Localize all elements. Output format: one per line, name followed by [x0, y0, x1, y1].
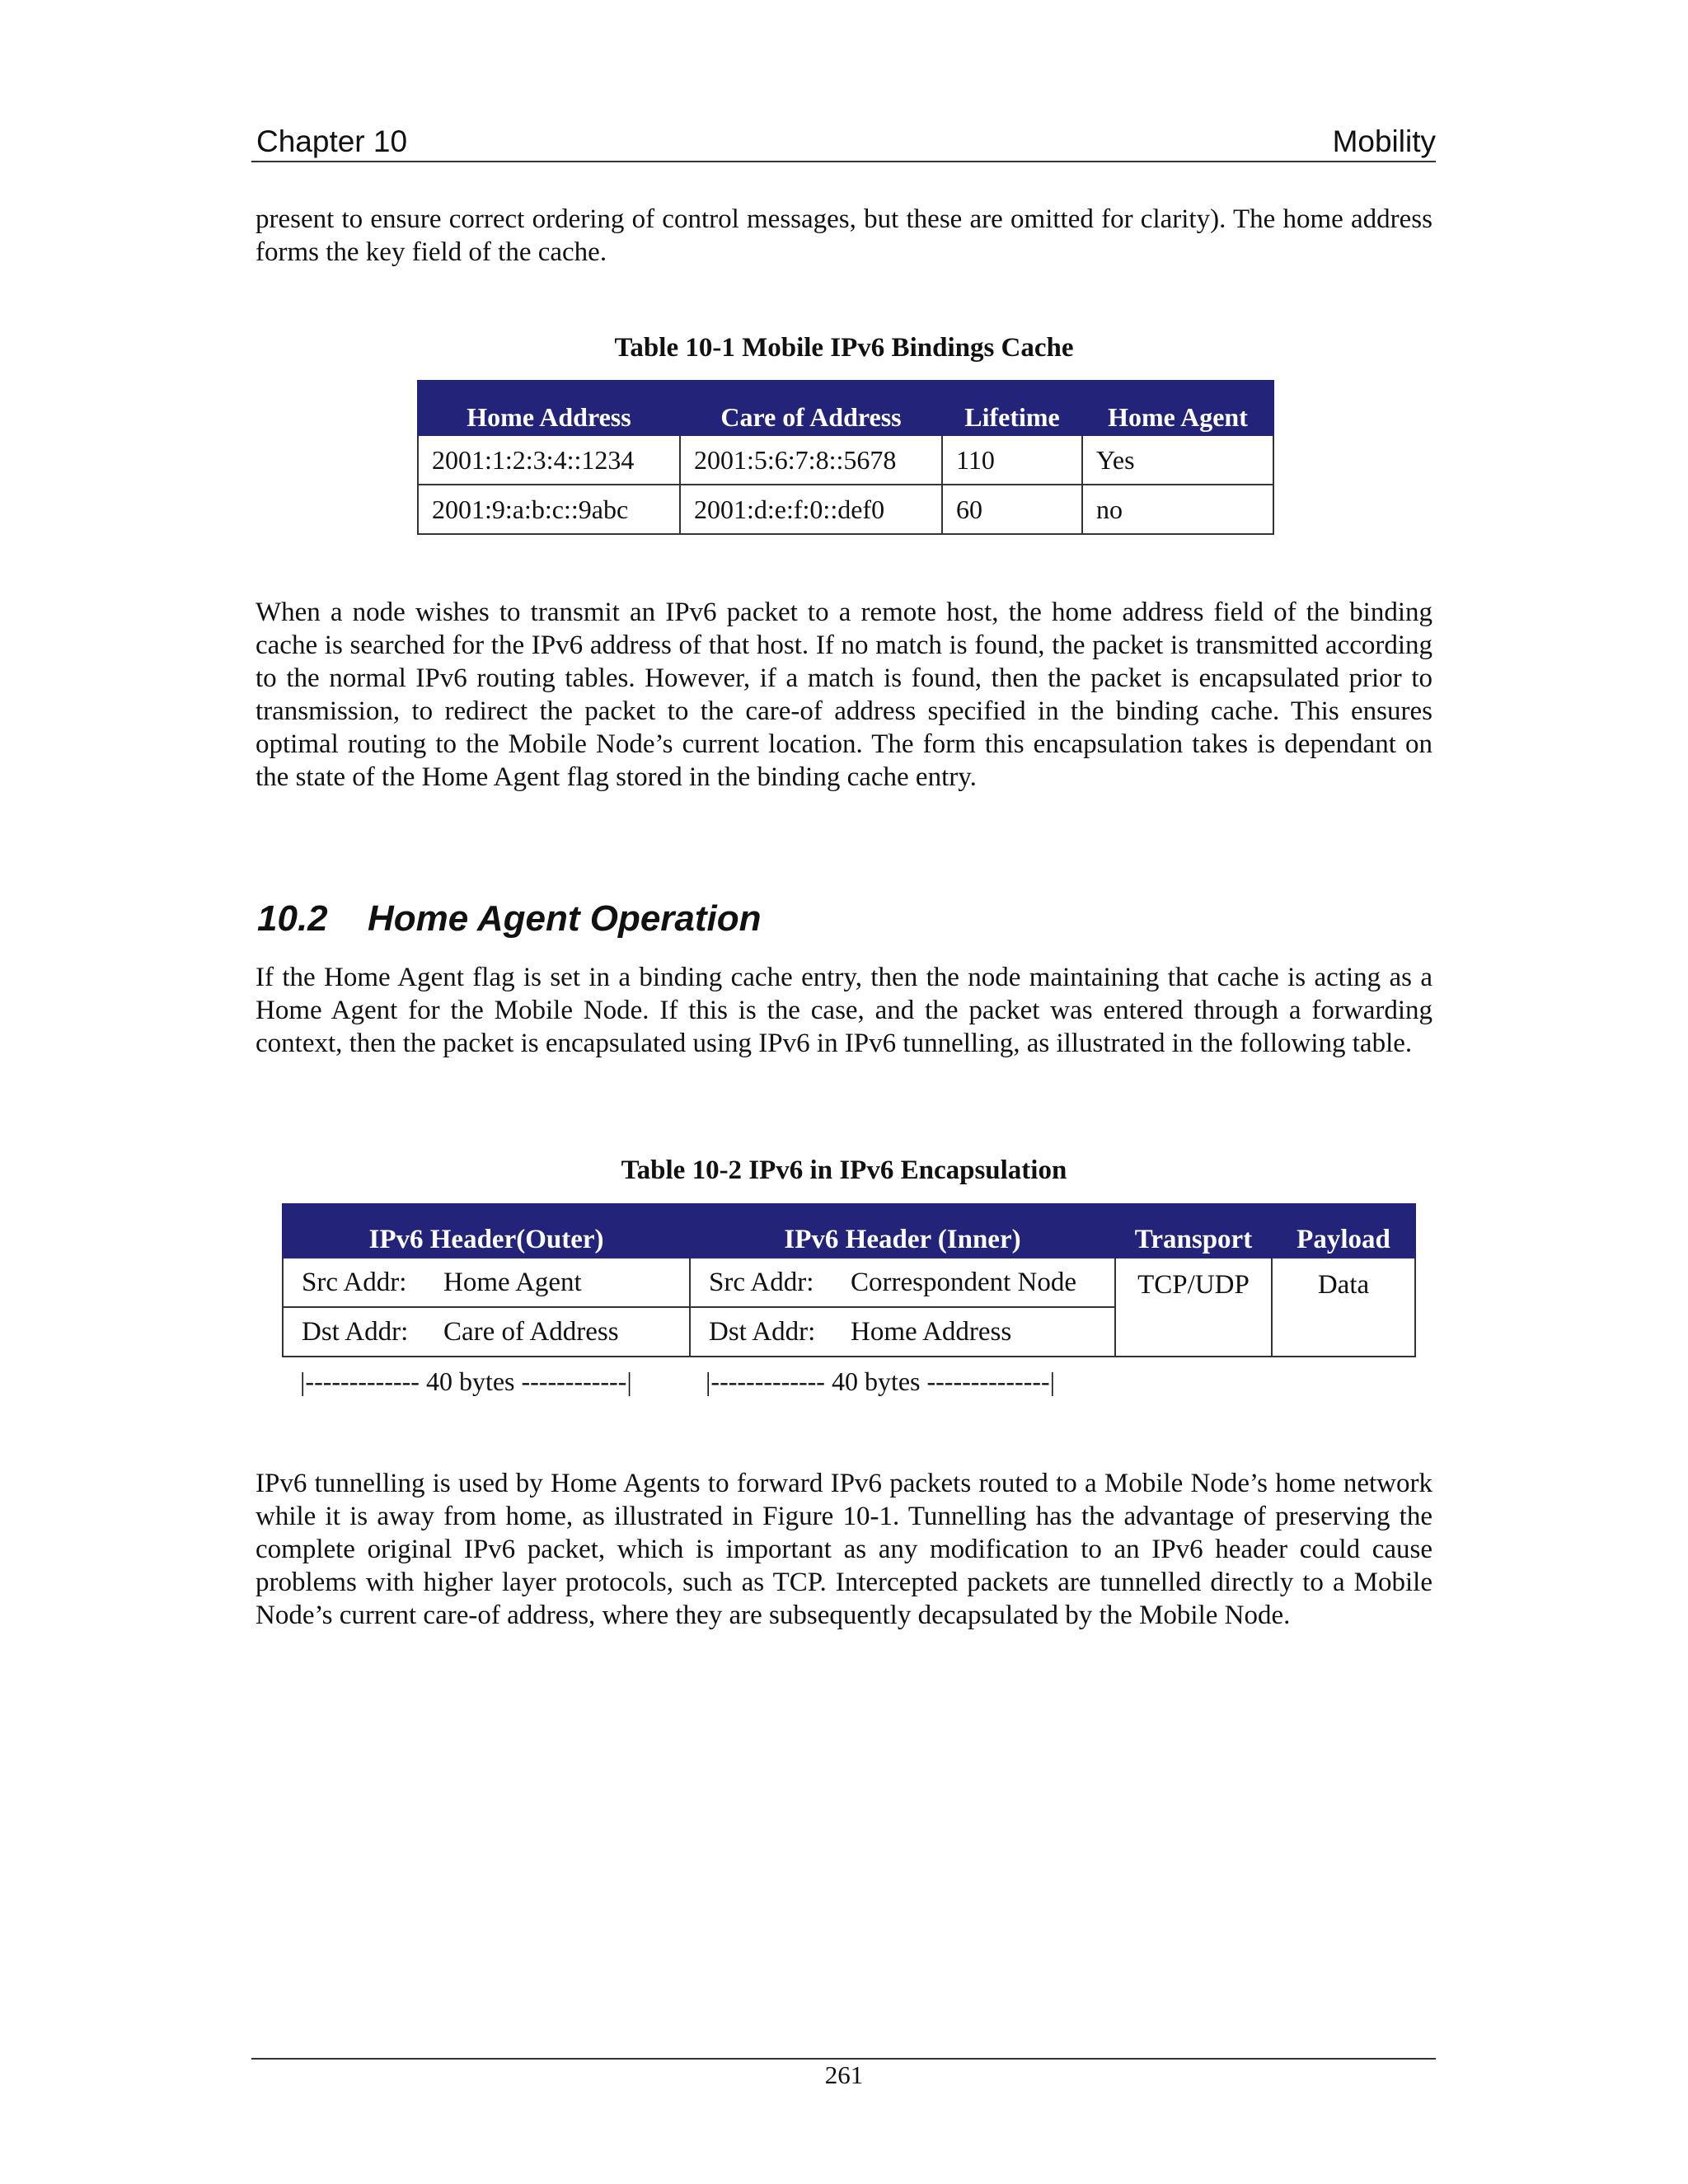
table-cell: no: [1082, 485, 1273, 534]
chapter-title: Mobility: [1332, 124, 1436, 158]
column-header-care-of-address: Care of Address: [680, 381, 942, 435]
inner-header-bytes: |------------- 40 bytes --------------|: [706, 1366, 1056, 1396]
table-cell: 2001:9:a:b:c::9abc: [418, 485, 680, 534]
paragraph-intro: present to ensure correct ordering of control messages, but these are omitted for clarity). The home address forms the key field of the cache.: [256, 204, 1432, 267]
running-header: [251, 120, 1436, 162]
paragraph-binding-cache: When a node wishes to transmit an IPv6 packet to a remote host, the home address field of the binding cache is searched for the IPv6 address of that host. If no match is found, the packet is transmitted according to the normal IPv6 routing tables. However, if a match is found, then the packet is encapsulated prior to transmission, to redirect the packet to the care-of address specified in the binding cache. This ensures optimal routing to the Mobile Node’s current location. The form this encapsulation takes is dependant on the state of the Home Agent flag stored in the binding cache entry.: [256, 598, 1432, 792]
outer-header-bytes: |------------- 40 bytes ------------|: [300, 1366, 632, 1396]
column-header-payload: Payload: [1272, 1204, 1415, 1258]
table-cell: 60: [942, 485, 1082, 534]
column-header-home-agent: Home Agent: [1082, 381, 1273, 435]
inner-dst-value: Home Address: [851, 1316, 1012, 1347]
table-cell: 2001:1:2:3:4::1234: [418, 435, 680, 485]
bindings-cache-table: [417, 380, 1274, 535]
table-row: [418, 485, 1273, 534]
footer-rule: [251, 2058, 1436, 2060]
table-1-caption: Table 10-1 Mobile IPv6 Bindings Cache: [614, 333, 1074, 363]
page-number: 261: [824, 2060, 864, 2089]
inner-dst-cell: [690, 1307, 1115, 1357]
chapter-label: Chapter 10: [256, 124, 408, 158]
table-row: [418, 435, 1273, 485]
column-header-home-address: Home Address: [418, 381, 680, 435]
paragraph-tunnelling: IPv6 tunnelling is used by Home Agents to forward IPv6 packets routed to a Mobile Node’s home network while it is away from home, as illustrated in Figure 10-1. Tunnelling has the advantage of preserving the complete original IPv6 packet, which is important as any modification to an IPv6 header could cause problems with higher layer protocols, such as TCP. Intercepted packets are tunnelled directly to a Mobile Node’s current care-of address, where they are subsequently decapsulated by the Mobile Node.: [256, 1469, 1432, 1630]
inner-src-key: Src Addr:: [709, 1267, 814, 1297]
outer-src-value: Home Agent: [443, 1267, 582, 1297]
column-header-lifetime: Lifetime: [942, 381, 1082, 435]
payload-cell: Data: [1272, 1258, 1415, 1357]
outer-src-key: Src Addr:: [302, 1267, 407, 1297]
transport-cell: TCP/UDP: [1115, 1258, 1272, 1357]
table-2-caption: Table 10-2 IPv6 in IPv6 Encapsulation: [621, 1155, 1067, 1185]
outer-dst-cell: [283, 1307, 690, 1357]
table-cell: Yes: [1082, 435, 1273, 485]
inner-src-cell: [690, 1258, 1115, 1307]
table-header-row: [283, 1204, 1415, 1258]
inner-dst-key: Dst Addr:: [709, 1316, 816, 1347]
outer-dst-value: Care of Address: [443, 1316, 619, 1347]
table-cell: 2001:5:6:7:8::5678: [680, 435, 942, 485]
table-header-row: [418, 381, 1273, 435]
encapsulation-table: [282, 1203, 1416, 1357]
table-cell: 2001:d:e:f:0::def0: [680, 485, 942, 534]
outer-src-cell: [283, 1258, 690, 1307]
section-number: 10.2: [257, 898, 328, 939]
paragraph-home-agent: If the Home Agent flag is set in a binding cache entry, then the node maintaining that cache is acting as a Home Agent for the Mobile Node. If this is the case, and the packet was entered through a forwarding context, then the packet is encapsulated using IPv6 in IPv6 tunnelling, as illustrated in the following table.: [256, 963, 1432, 1058]
column-header-inner: IPv6 Header (Inner): [690, 1204, 1115, 1258]
column-header-transport: Transport: [1115, 1204, 1272, 1258]
section-heading: [257, 898, 762, 940]
section-title: Home Agent Operation: [368, 898, 762, 939]
table-row: [283, 1258, 1415, 1307]
column-header-outer: IPv6 Header(Outer): [283, 1204, 690, 1258]
outer-dst-key: Dst Addr:: [302, 1316, 409, 1347]
table-cell: 110: [942, 435, 1082, 485]
inner-src-value: Correspondent Node: [851, 1267, 1077, 1297]
